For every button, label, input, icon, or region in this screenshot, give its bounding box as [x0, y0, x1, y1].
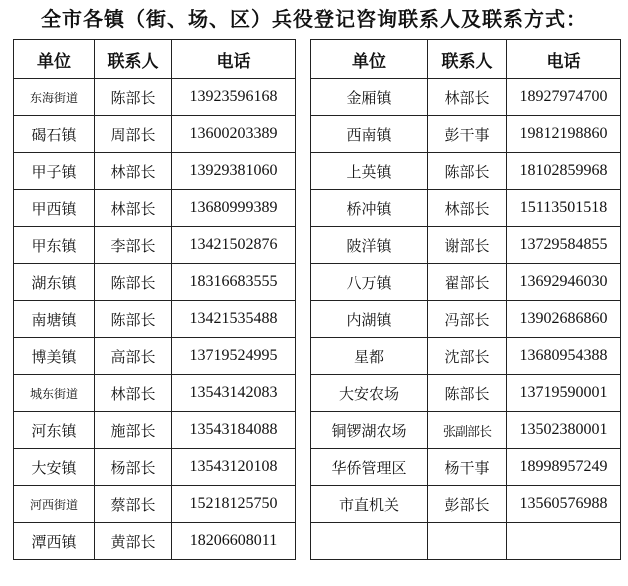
table-row	[311, 523, 621, 560]
left-contact-table	[13, 39, 296, 560]
table-row	[311, 116, 621, 153]
contact-cell: 高部长	[95, 338, 172, 375]
unit-cell: 河东镇	[14, 412, 95, 449]
table-row	[14, 153, 296, 190]
contact-cell: 谢部长	[428, 227, 507, 264]
contact-cell: 杨部长	[95, 449, 172, 486]
phone-cell	[507, 523, 621, 560]
table-row	[14, 227, 296, 264]
unit-cell: 湖东镇	[14, 264, 95, 301]
header-contact: 联系人	[428, 40, 507, 79]
contact-cell: 冯部长	[428, 301, 507, 338]
contact-cell: 陈部长	[428, 153, 507, 190]
unit-cell: 内湖镇	[311, 301, 428, 338]
phone-cell: 19812198860	[507, 116, 621, 153]
contact-cell: 黄部长	[95, 523, 172, 560]
phone-cell: 13543184088	[172, 412, 296, 449]
table-row	[311, 190, 621, 227]
unit-cell: 甲西镇	[14, 190, 95, 227]
contact-cell: 林部长	[95, 153, 172, 190]
table-header-row	[14, 40, 296, 79]
phone-cell: 13560576988	[507, 486, 621, 523]
contact-cell: 杨干事	[428, 449, 507, 486]
table-row	[311, 153, 621, 190]
phone-cell: 15218125750	[172, 486, 296, 523]
table-row	[14, 412, 296, 449]
header-unit: 单位	[311, 40, 428, 79]
phone-cell: 13680954388	[507, 338, 621, 375]
phone-cell: 18927974700	[507, 79, 621, 116]
unit-cell: 陂洋镇	[311, 227, 428, 264]
unit-cell: 东海街道	[14, 79, 95, 116]
contact-cell: 陈部长	[95, 301, 172, 338]
unit-cell: 金厢镇	[311, 79, 428, 116]
phone-cell: 18998957249	[507, 449, 621, 486]
unit-cell: 河西街道	[14, 486, 95, 523]
contact-cell: 陈部长	[428, 375, 507, 412]
table-row	[311, 375, 621, 412]
phone-cell: 13692946030	[507, 264, 621, 301]
table-row	[14, 449, 296, 486]
table-row	[14, 190, 296, 227]
phone-cell: 13902686860	[507, 301, 621, 338]
phone-cell: 13719590001	[507, 375, 621, 412]
table-row	[14, 301, 296, 338]
unit-cell: 市直机关	[311, 486, 428, 523]
phone-cell: 13543142083	[172, 375, 296, 412]
phone-cell: 18316683555	[172, 264, 296, 301]
phone-cell: 13421535488	[172, 301, 296, 338]
table-row	[311, 79, 621, 116]
phone-cell: 18206608011	[172, 523, 296, 560]
contact-cell: 林部长	[95, 375, 172, 412]
contact-cell: 陈部长	[95, 264, 172, 301]
unit-cell: 城东街道	[14, 375, 95, 412]
table-row	[14, 338, 296, 375]
phone-cell: 13719524995	[172, 338, 296, 375]
table-row	[311, 412, 621, 449]
table-row	[14, 486, 296, 523]
table-row	[311, 301, 621, 338]
contact-cell: 蔡部长	[95, 486, 172, 523]
table-row	[311, 227, 621, 264]
header-unit: 单位	[14, 40, 95, 79]
unit-cell: 星都	[311, 338, 428, 375]
unit-cell: 大安镇	[14, 449, 95, 486]
phone-cell: 13421502876	[172, 227, 296, 264]
contact-cell: 翟部长	[428, 264, 507, 301]
phone-cell: 13680999389	[172, 190, 296, 227]
unit-cell: 甲东镇	[14, 227, 95, 264]
table-row	[14, 264, 296, 301]
header-contact: 联系人	[95, 40, 172, 79]
table-row	[14, 116, 296, 153]
page-title: 全市各镇（街、场、区）兵役登记咨询联系人及联系方式：	[41, 7, 587, 31]
table-row	[311, 449, 621, 486]
unit-cell: 博美镇	[14, 338, 95, 375]
phone-cell: 13502380001	[507, 412, 621, 449]
phone-cell: 15113501518	[507, 190, 621, 227]
contact-cell: 李部长	[95, 227, 172, 264]
phone-cell: 13929381060	[172, 153, 296, 190]
contact-cell: 陈部长	[95, 79, 172, 116]
phone-cell: 13543120108	[172, 449, 296, 486]
table-row	[14, 375, 296, 412]
table-row	[311, 338, 621, 375]
unit-cell: 甲子镇	[14, 153, 95, 190]
right-contact-table	[310, 39, 621, 560]
unit-cell: 西南镇	[311, 116, 428, 153]
contact-cell: 张副部长	[428, 412, 507, 449]
unit-cell: 铜锣湖农场	[311, 412, 428, 449]
contact-cell: 彭干事	[428, 116, 507, 153]
unit-cell: 潭西镇	[14, 523, 95, 560]
header-phone: 电话	[172, 40, 296, 79]
contact-cell: 林部长	[428, 79, 507, 116]
phone-cell: 18102859968	[507, 153, 621, 190]
header-phone: 电话	[507, 40, 621, 79]
phone-cell: 13600203389	[172, 116, 296, 153]
contact-cell: 林部长	[428, 190, 507, 227]
contact-cell: 林部长	[95, 190, 172, 227]
table-header-row	[311, 40, 621, 79]
contact-cell: 沈部长	[428, 338, 507, 375]
table-row	[311, 264, 621, 301]
phone-cell: 13729584855	[507, 227, 621, 264]
phone-cell: 13923596168	[172, 79, 296, 116]
unit-cell: 上英镇	[311, 153, 428, 190]
unit-cell: 碣石镇	[14, 116, 95, 153]
table-row	[311, 486, 621, 523]
contact-cell	[428, 523, 507, 560]
table-row	[14, 79, 296, 116]
unit-cell: 华侨管理区	[311, 449, 428, 486]
unit-cell: 南塘镇	[14, 301, 95, 338]
unit-cell: 桥冲镇	[311, 190, 428, 227]
contact-cell: 周部长	[95, 116, 172, 153]
table-row	[14, 523, 296, 560]
contact-cell: 彭部长	[428, 486, 507, 523]
unit-cell	[311, 523, 428, 560]
unit-cell: 八万镇	[311, 264, 428, 301]
contact-cell: 施部长	[95, 412, 172, 449]
unit-cell: 大安农场	[311, 375, 428, 412]
